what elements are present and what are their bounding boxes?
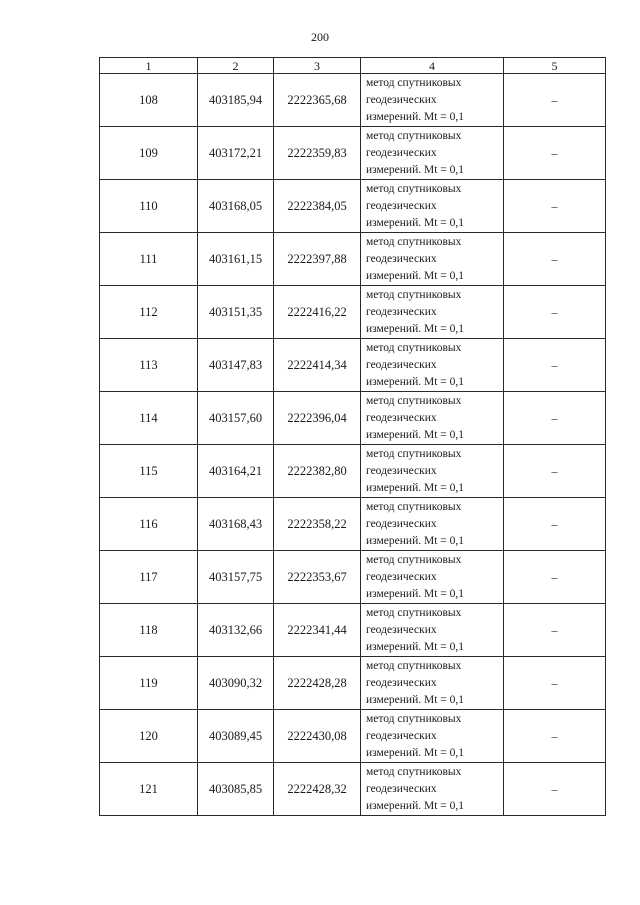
- method-line: метод спутниковых: [366, 659, 462, 672]
- y-coordinate-cell: 2222396,04: [274, 392, 361, 445]
- table-row: [100, 445, 606, 498]
- point-number-cell: 111: [100, 233, 198, 286]
- method-line: метод спутниковых: [366, 500, 462, 513]
- y-coordinate-cell: 2222397,88: [274, 233, 361, 286]
- point-number-cell: 120: [100, 710, 198, 763]
- method-line: геодезических: [366, 623, 437, 636]
- x-coordinate-cell: 403172,21: [198, 127, 274, 180]
- column-5-cell: –: [504, 233, 606, 286]
- page-number: 200: [311, 30, 329, 44]
- y-coordinate-cell: 2222416,22: [274, 286, 361, 339]
- method-cell: [361, 498, 504, 551]
- column-5-cell: –: [504, 180, 606, 233]
- y-coordinate-cell: 2222430,08: [274, 710, 361, 763]
- point-number-cell: 110: [100, 180, 198, 233]
- method-line: геодезических: [366, 411, 437, 424]
- method-cell: [361, 233, 504, 286]
- table-header-row: [100, 58, 606, 74]
- table-row: [100, 604, 606, 657]
- point-number-cell: 121: [100, 763, 198, 816]
- y-coordinate-cell: 2222384,05: [274, 180, 361, 233]
- column-5-cell: –: [504, 339, 606, 392]
- column-5-cell: –: [504, 604, 606, 657]
- table-row: [100, 74, 606, 127]
- method-line: измерений. Mt = 0,1: [366, 481, 465, 494]
- column-header: 4: [361, 58, 504, 74]
- column-5-cell: –: [504, 74, 606, 127]
- point-number-cell: 112: [100, 286, 198, 339]
- method-line: измерений. Mt = 0,1: [366, 693, 465, 706]
- method-cell: [361, 604, 504, 657]
- method-line: метод спутниковых: [366, 606, 462, 619]
- method-cell: [361, 74, 504, 127]
- table-row: [100, 551, 606, 604]
- point-number-cell: 108: [100, 74, 198, 127]
- method-line: измерений. Mt = 0,1: [366, 799, 465, 812]
- point-number-cell: 119: [100, 657, 198, 710]
- x-coordinate-cell: 403157,60: [198, 392, 274, 445]
- point-number-cell: 115: [100, 445, 198, 498]
- method-line: метод спутниковых: [366, 712, 462, 725]
- method-line: геодезических: [366, 305, 437, 318]
- column-5-cell: –: [504, 392, 606, 445]
- table-row: [100, 233, 606, 286]
- x-coordinate-cell: 403090,32: [198, 657, 274, 710]
- method-cell: [361, 392, 504, 445]
- method-line: геодезических: [366, 570, 437, 583]
- table-row: [100, 710, 606, 763]
- x-coordinate-cell: 403164,21: [198, 445, 274, 498]
- point-number-cell: 113: [100, 339, 198, 392]
- method-cell: [361, 127, 504, 180]
- method-line: измерений. Mt = 0,1: [366, 534, 465, 547]
- x-coordinate-cell: 403161,15: [198, 233, 274, 286]
- column-5-cell: –: [504, 286, 606, 339]
- method-line: метод спутниковых: [366, 129, 462, 142]
- method-cell: [361, 445, 504, 498]
- method-line: геодезических: [366, 199, 437, 212]
- point-number-cell: 118: [100, 604, 198, 657]
- method-line: метод спутниковых: [366, 182, 462, 195]
- method-line: метод спутниковых: [366, 288, 462, 301]
- method-cell: [361, 763, 504, 816]
- y-coordinate-cell: 2222414,34: [274, 339, 361, 392]
- point-number-cell: 109: [100, 127, 198, 180]
- method-line: измерений. Mt = 0,1: [366, 269, 465, 282]
- method-line: измерений. Mt = 0,1: [366, 163, 465, 176]
- column-header: 3: [274, 58, 361, 74]
- x-coordinate-cell: 403089,45: [198, 710, 274, 763]
- method-line: метод спутниковых: [366, 341, 462, 354]
- method-line: геодезических: [366, 782, 437, 795]
- method-line: геодезических: [366, 517, 437, 530]
- method-line: метод спутниковых: [366, 447, 462, 460]
- y-coordinate-cell: 2222353,67: [274, 551, 361, 604]
- y-coordinate-cell: 2222358,22: [274, 498, 361, 551]
- column-5-cell: –: [504, 657, 606, 710]
- point-number-cell: 117: [100, 551, 198, 604]
- column-5-cell: –: [504, 710, 606, 763]
- method-line: измерений. Mt = 0,1: [366, 375, 465, 388]
- method-line: геодезических: [366, 146, 437, 159]
- method-line: измерений. Mt = 0,1: [366, 322, 465, 335]
- method-cell: [361, 286, 504, 339]
- column-5-cell: –: [504, 763, 606, 816]
- column-5-cell: –: [504, 498, 606, 551]
- method-line: измерений. Mt = 0,1: [366, 110, 465, 123]
- y-coordinate-cell: 2222382,80: [274, 445, 361, 498]
- method-line: измерений. Mt = 0,1: [366, 216, 465, 229]
- x-coordinate-cell: 403085,85: [198, 763, 274, 816]
- method-line: метод спутниковых: [366, 235, 462, 248]
- y-coordinate-cell: 2222341,44: [274, 604, 361, 657]
- table-body: [100, 74, 606, 816]
- table-row: [100, 339, 606, 392]
- table-row: [100, 657, 606, 710]
- y-coordinate-cell: 2222428,28: [274, 657, 361, 710]
- method-cell: [361, 551, 504, 604]
- table-row: [100, 180, 606, 233]
- table-row: [100, 763, 606, 816]
- y-coordinate-cell: 2222359,83: [274, 127, 361, 180]
- method-line: геодезических: [366, 93, 437, 106]
- column-header: 5: [504, 58, 606, 74]
- y-coordinate-cell: 2222365,68: [274, 74, 361, 127]
- y-coordinate-cell: 2222428,32: [274, 763, 361, 816]
- table-row: [100, 127, 606, 180]
- coordinates-table: [99, 57, 606, 816]
- method-cell: [361, 339, 504, 392]
- method-line: измерений. Mt = 0,1: [366, 640, 465, 653]
- method-cell: [361, 657, 504, 710]
- table-row: [100, 392, 606, 445]
- column-header: 1: [100, 58, 198, 74]
- x-coordinate-cell: 403157,75: [198, 551, 274, 604]
- method-line: метод спутниковых: [366, 394, 462, 407]
- table-row: [100, 498, 606, 551]
- x-coordinate-cell: 403168,43: [198, 498, 274, 551]
- method-cell: [361, 180, 504, 233]
- method-line: метод спутниковых: [366, 765, 462, 778]
- x-coordinate-cell: 403185,94: [198, 74, 274, 127]
- x-coordinate-cell: 403168,05: [198, 180, 274, 233]
- x-coordinate-cell: 403132,66: [198, 604, 274, 657]
- method-line: метод спутниковых: [366, 76, 462, 89]
- x-coordinate-cell: 403147,83: [198, 339, 274, 392]
- column-header: 2: [198, 58, 274, 74]
- point-number-cell: 114: [100, 392, 198, 445]
- table-row: [100, 286, 606, 339]
- method-line: геодезических: [366, 358, 437, 371]
- method-line: геодезических: [366, 676, 437, 689]
- method-line: метод спутниковых: [366, 553, 462, 566]
- column-5-cell: –: [504, 127, 606, 180]
- method-line: измерений. Mt = 0,1: [366, 428, 465, 441]
- method-line: измерений. Mt = 0,1: [366, 587, 465, 600]
- point-number-cell: 116: [100, 498, 198, 551]
- method-line: геодезических: [366, 464, 437, 477]
- column-5-cell: –: [504, 445, 606, 498]
- method-line: геодезических: [366, 252, 437, 265]
- method-line: измерений. Mt = 0,1: [366, 746, 465, 759]
- column-5-cell: –: [504, 551, 606, 604]
- method-line: геодезических: [366, 729, 437, 742]
- x-coordinate-cell: 403151,35: [198, 286, 274, 339]
- method-cell: [361, 710, 504, 763]
